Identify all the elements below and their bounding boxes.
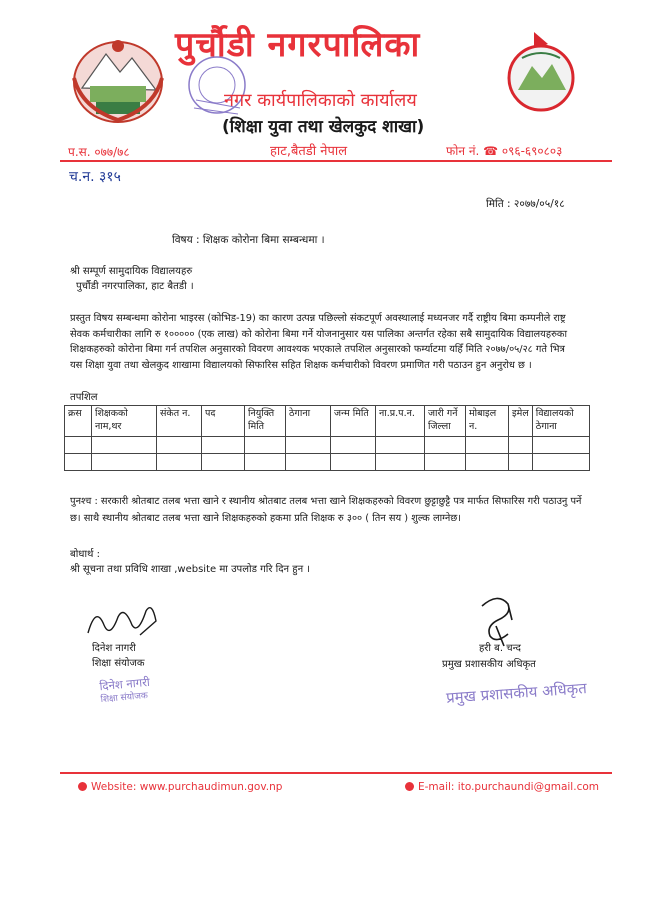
section-name: (शिक्षा युवा तथा खेलकुद शाखा) (222, 117, 425, 137)
paragraph-line: शिक्षकहरुको कोरोना बिमा गर्न तपशिल अनुसारको विवरण आवश्यक भएकाले तपशिल अनुसारको फर्म्याटमा यहिँ मिति २०७७/०५/२८ गते भित्र (70, 344, 565, 355)
reference-number: प.स. ०७७/७८ (68, 145, 130, 159)
nepal-emblem-logo (62, 28, 174, 128)
table-header-cell: नियुक्ति मिति (245, 406, 286, 437)
office-name: नगर कार्यपालिकाको कार्यालय (224, 90, 417, 111)
footer-website (78, 781, 282, 793)
table-header-cell: जन्म मिति (331, 406, 376, 437)
table-row (65, 454, 590, 471)
office-address: हाट,बैतडी नेपाल (270, 144, 348, 159)
at-sign-icon (405, 782, 414, 791)
details-table (64, 405, 590, 471)
table-header-cell: विद्यालयको ठेगाना (532, 406, 589, 437)
footer-divider (60, 772, 612, 774)
table-label: तपशिल (70, 392, 98, 403)
table-header-cell: पद (202, 406, 245, 437)
letter-date: मिति : २०७७/०५/१८ (486, 198, 565, 210)
table-row (65, 437, 590, 454)
table-header-cell: शिक्षकको नाम,थर (92, 406, 157, 437)
table-header-cell: इमेल (509, 406, 533, 437)
signatory-right-role: प्रमुख प्रशासकीय अधिकृत (442, 659, 536, 670)
table-header-cell: क्रस (65, 406, 92, 437)
header-divider (60, 160, 612, 162)
office-phone: फोन नं. ☎ ०९६-६९०८०३ (446, 144, 563, 158)
signatory-left-stamp: दिनेश नागरी शिक्षा संयोजक (98, 674, 151, 706)
paragraph-line: सेवक कर्मचारीका लागि रु १००००० (एक लाख) को कोरोना बिमा गर्ने योजनानुसार यस पालिका अन्तर्गत रहेका सबै सामुदायिक विद्यालयहरुका (70, 328, 567, 340)
paragraph-line: प्रस्तुत विषय सम्बन्धमा कोरोना भाइरस (कोभिड-19) का कारण उत्पन्न पछिल्लो संकटपूर्ण अवस्थालाई मध्यनजर गर्दै राष्ट्रीय बिमा कम्पनीले राष्ट्र (70, 313, 566, 324)
letter-subject: विषय : शिक्षक कोरोना बिमा सम्बन्धमा । (172, 234, 325, 246)
recipient-line-2: पुर्चौडी नगरपालिका, हाट बैतडी । (76, 281, 194, 292)
email-text: E-mail: ito.purchaundi@gmail.com (418, 781, 599, 793)
note-line: पुनश्च : सरकारी श्रोतबाट तलब भत्ता खाने र स्थानीय श्रोतबाट तलब भत्ता खाने शिक्षकहरुको विवरण छुट्टाछुट्टै पत्र मार्फत सिफारिस गरी पठाउनु पर्ने (70, 496, 582, 507)
letter-paragraph (70, 311, 618, 373)
table-header-cell: जारी गर्ने जिल्ला (425, 406, 466, 437)
globe-icon (78, 782, 87, 791)
dispatch-number: च.न. ३१५ (69, 169, 121, 185)
cc-label: बोधार्थ : (70, 549, 100, 560)
signatory-left-name: दिनेश नागरी (92, 643, 136, 654)
table-header-cell: ठेगाना (286, 406, 331, 437)
signature-left (82, 595, 162, 645)
table-header-cell: ना.प्र.प.न. (376, 406, 425, 437)
website-text: Website: www.purchaudimun.gov.np (91, 781, 283, 793)
municipality-name: पुर्चौडी नगरपालिका (175, 25, 421, 65)
footer-email (405, 781, 599, 793)
signatory-right-name: हरी ब. चन्द (479, 643, 521, 654)
municipality-logo (504, 30, 578, 114)
paragraph-line: यस शिक्षा युवा तथा खेलकुद शाखामा विद्यालयको सिफारिस सहित शिक्षक कर्मचारीको विवरण प्रमाणित गरी पठाउन हुन अनुरोध छ । (70, 359, 532, 371)
table-header-row (65, 406, 590, 437)
table-header-cell: मोबाइल न. (466, 406, 509, 437)
signatory-right-stamp: प्रमुख प्रशासकीय अधिकृत (445, 679, 588, 707)
cc-recipient: श्री सूचना तथा प्रविधि शाखा ,website मा उपलोड गरि दिन हुन । (70, 564, 311, 575)
table-header-cell: संकेत न. (157, 406, 202, 437)
recipient-line-1: श्री सम्पूर्ण सामुदायिक विद्यालयहरु (70, 266, 193, 277)
signatory-left-role: शिक्षा संयोजक (92, 658, 145, 669)
note-line: छ। साथै स्थानीय श्रोतबाट तलब भत्ता खाने शिक्षकहरुको हकमा प्रति शिक्षक रु ३०० ( तिन सय ) शुल्क लाग्नेछ। (70, 513, 461, 524)
postscript-note (70, 493, 622, 527)
